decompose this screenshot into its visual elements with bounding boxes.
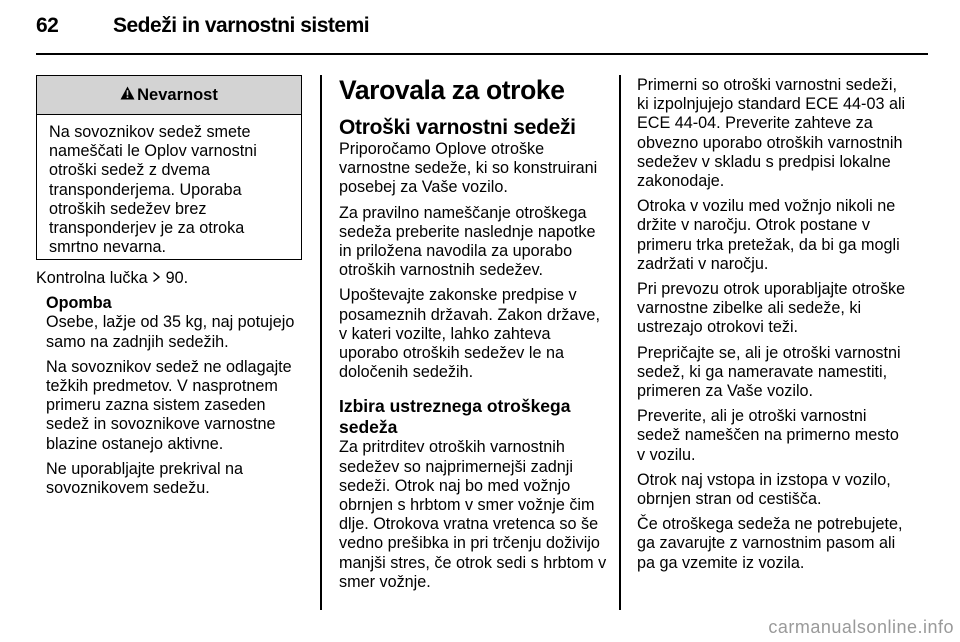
text-line: določenih sedežih. xyxy=(339,363,474,382)
text-line: Ne uporabljajte prekrival na xyxy=(46,459,244,478)
text-line: otroških varnostnih sedežev. xyxy=(339,261,543,280)
text-line: in priložena navodila za uporabo xyxy=(339,242,573,261)
text-line: uporabo otroških sedežev le na xyxy=(339,344,564,363)
text-line: obrnjen stran od cestišča. xyxy=(637,490,822,509)
text-line: sedež, ki ga nameravate namestiti, xyxy=(637,362,888,381)
text-line: sedežev so najprimernejši zadnji xyxy=(339,457,573,476)
header-rule xyxy=(36,53,928,55)
text-line: transponderjev je za otroka xyxy=(49,219,245,238)
text-line: nameščati le Oplov varnostni xyxy=(49,142,257,161)
text-line: primeren za Vaše vozilo. xyxy=(637,382,814,401)
text-line: Na sovoznikov sedež smete xyxy=(49,123,251,141)
text-line: posebej za Vaše vozilo. xyxy=(339,178,508,197)
note-paragraph xyxy=(46,358,306,454)
warning-text xyxy=(37,115,301,257)
text-line: Otrok naj vstopa in izstopa v vozilo, xyxy=(637,470,891,489)
control-light-page: 90. xyxy=(165,269,189,287)
paragraph xyxy=(637,471,927,509)
subheading xyxy=(339,396,611,438)
control-light-reference xyxy=(36,269,306,288)
page-number: 62 xyxy=(36,14,59,37)
warning-title: Nevarnost xyxy=(137,85,218,104)
text-line: v kateri vozilte, lahko zahteva xyxy=(339,324,551,343)
paragraph xyxy=(637,197,927,274)
text-line: Pri prevozu otrok uporabljajte otroške xyxy=(637,280,906,299)
text-line: Če otroškega sedeža ne potrebujete, xyxy=(637,515,903,534)
text-line: Prepričajte se, ali je otroški varnostni xyxy=(637,343,901,362)
text-line: v vozilu. xyxy=(637,445,696,464)
text-line: ECE 44-04. Preverite zahteve za xyxy=(637,114,873,133)
watermark: carmanualsonline.info xyxy=(768,617,954,637)
text-line: pa ga vzemite iz vozila. xyxy=(637,553,805,572)
right-column xyxy=(637,76,927,579)
text-line: manjši stres, če otrok sedi s hrbtom v xyxy=(339,553,607,572)
note-block xyxy=(36,294,306,498)
paragraph xyxy=(637,76,927,191)
text-line: blazine ostanejo aktivne. xyxy=(46,434,224,453)
note-paragraph xyxy=(46,460,306,498)
text-line: otroški sedež z dvema xyxy=(49,161,211,180)
text-line: Osebe, lažje od 35 kg, naj potujejo xyxy=(46,313,295,332)
paragraph xyxy=(637,407,927,465)
text-line: Otroka v vozilu med vožnjo nikoli ne xyxy=(637,197,896,216)
text-line: sedež in sovoznikove varnostne xyxy=(46,415,276,434)
text-line: sedežev v skladu s predpisi lokalne xyxy=(637,152,891,171)
paragraph xyxy=(637,344,927,402)
note-paragraph xyxy=(46,313,306,351)
column-divider-right xyxy=(619,75,621,610)
text-line: Na sovoznikov sedež ne odlagajte xyxy=(46,357,292,376)
text-line: Preverite, ali je otroški varnostni xyxy=(637,407,867,426)
text-line: Za pritrditev otroških varnostnih xyxy=(339,438,565,457)
warning-box xyxy=(36,75,302,260)
text-line: samo na zadnjih sedežih. xyxy=(46,332,229,351)
paragraph xyxy=(339,204,611,281)
warning-triangle-icon xyxy=(120,86,135,105)
text-line: sedež nameščen na primerno mesto xyxy=(637,426,899,445)
text-line: primeru zazna sistem zaseden xyxy=(46,396,266,415)
page-reference-arrow-icon xyxy=(152,269,161,287)
middle-column xyxy=(339,75,611,598)
text-line: sedeža preberite naslednje napotke xyxy=(339,222,596,241)
note-title: Opomba xyxy=(46,294,112,313)
text-line: Primerni so otroški varnostni sedeži, xyxy=(637,76,897,94)
control-light-label: Kontrolna lučka xyxy=(36,269,148,287)
text-line: primeru trka pretežak, da bi ga mogli xyxy=(637,235,900,254)
text-line: varnostne sedeže, ki so konstruirani xyxy=(339,159,598,178)
chapter-title: Sedeži in varnostni sistemi xyxy=(113,14,370,37)
text-line: sovoznikovem sedežu. xyxy=(46,479,210,498)
text-line: transponderjema. Uporaba xyxy=(49,180,242,199)
subsection-title: Otroški varnostni sedeži xyxy=(339,116,576,139)
text-line: obrnjen s hrbtom v smer vožnje čim xyxy=(339,496,595,515)
text-line: sedeža xyxy=(339,417,398,438)
text-line: vedno prešibka in pri trčenju doživijo xyxy=(339,534,600,553)
paragraph xyxy=(637,515,927,573)
paragraph xyxy=(339,140,611,198)
text-line: smer vožnje. xyxy=(339,572,431,591)
paragraph xyxy=(637,280,927,338)
text-line: zadržati v naročju. xyxy=(637,254,769,273)
text-line: ustrezajo otrokovi teži. xyxy=(637,318,799,337)
left-column-text xyxy=(36,269,306,504)
text-line: Za pravilno nameščanje otroškega xyxy=(339,203,587,222)
paragraph xyxy=(339,286,611,382)
text-line: ki izpolnjujejo standard ECE 44-03 ali xyxy=(637,95,906,114)
text-line: posameznih državah. Zakon države, xyxy=(339,305,600,324)
section-title: Varovala za otroke xyxy=(339,75,565,105)
text-line: otroških sedežev brez xyxy=(49,199,207,218)
paragraph xyxy=(339,438,611,592)
text-line: težkih predmetov. V nasprotnem xyxy=(46,377,278,396)
text-line: sedeži. Otrok naj bo med vožnjo xyxy=(339,476,571,495)
text-line: varnostne zibelke ali sedeže, ki xyxy=(637,299,862,318)
text-line: Priporočamo Oplove otroške xyxy=(339,140,545,158)
text-line: zakonodaje. xyxy=(637,172,725,191)
text-line: Upoštevajte zakonske predpise v xyxy=(339,286,577,305)
text-line: ga zavarujte z varnostnim pasom ali xyxy=(637,534,896,553)
text-line: obvezno uporabo otroških varnostnih xyxy=(637,133,903,152)
text-line: smrtno nevarna. xyxy=(49,238,166,257)
text-line: dlje. Otrokova vratna vretenca so še xyxy=(339,515,599,534)
text-line: Izbira ustreznega otroškega xyxy=(339,396,571,417)
text-line: držite v naročju. Otrok postane v xyxy=(637,216,871,235)
column-divider-left xyxy=(320,75,322,610)
warning-header xyxy=(37,76,301,115)
